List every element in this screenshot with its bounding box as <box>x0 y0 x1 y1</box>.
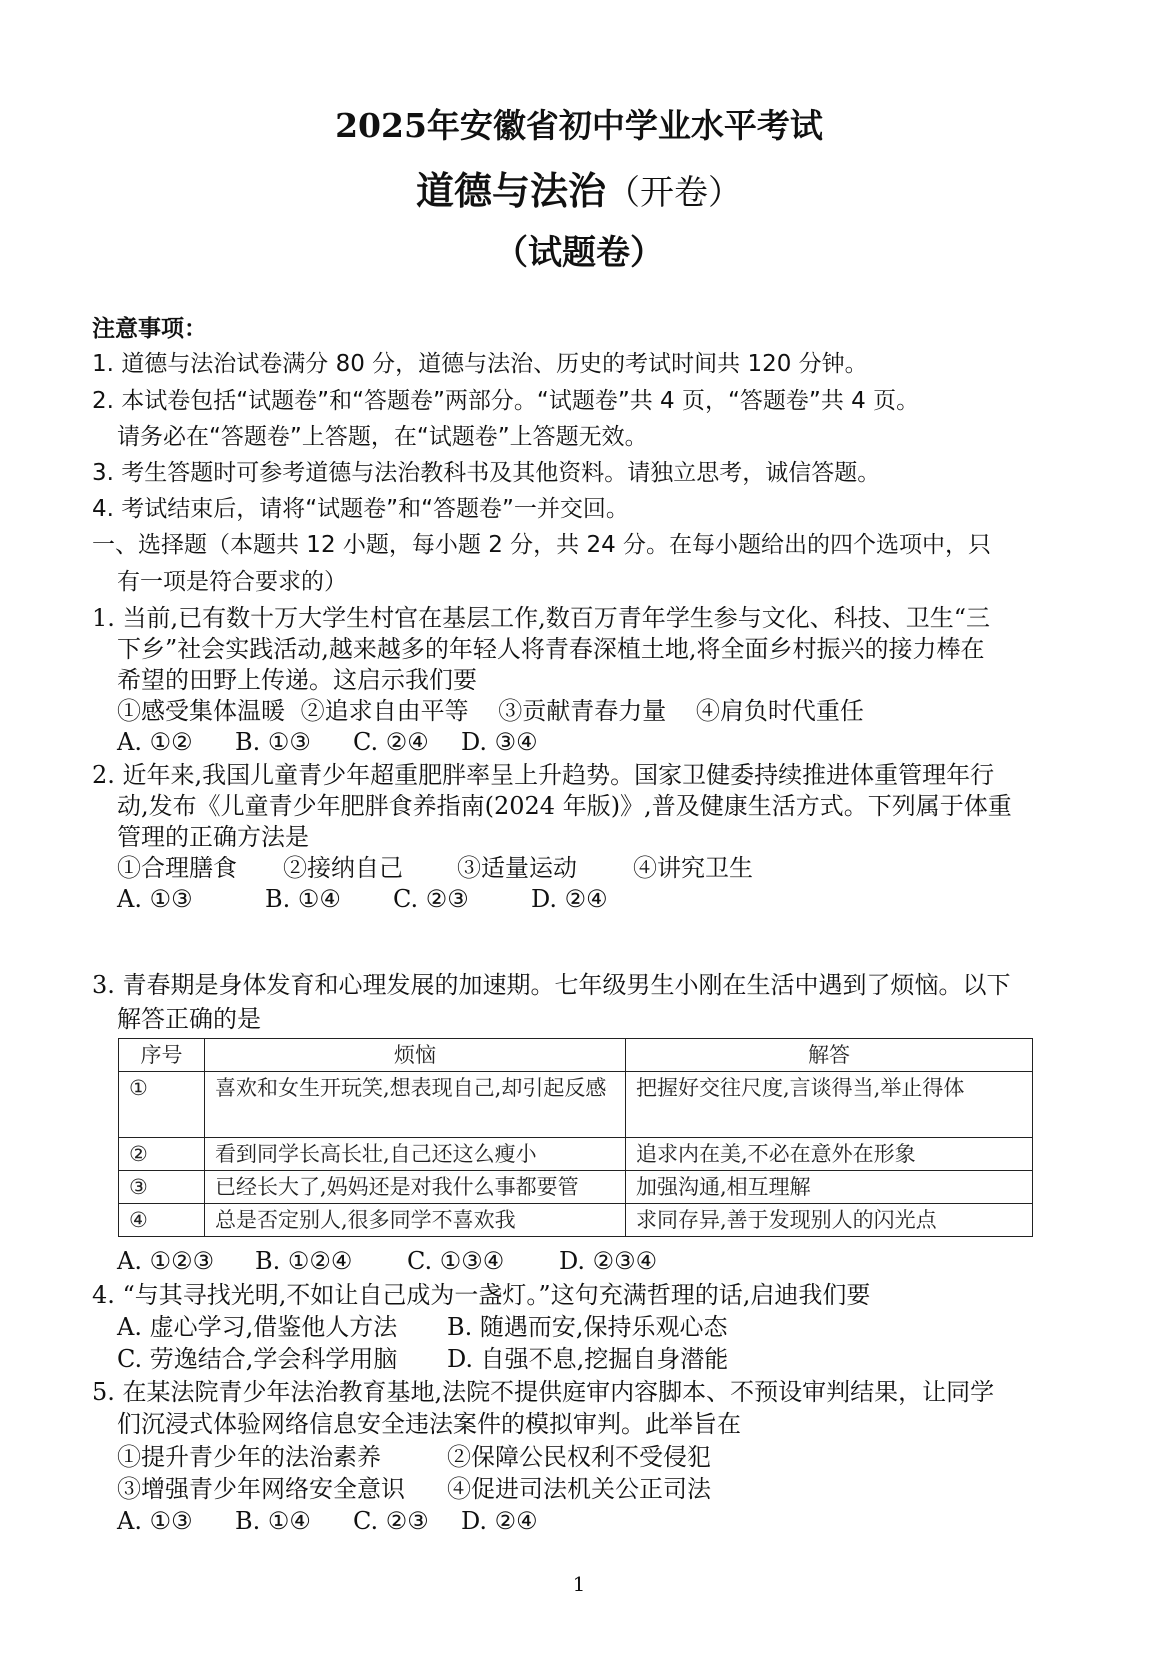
option: D. 自强不息,挖掘自身潜能 <box>447 1345 729 1373</box>
statement: ③贡献青春力量 <box>498 697 667 725</box>
options-line <box>117 1504 538 1538</box>
question-text: 希望的田野上传递。这启示我们要 <box>117 666 477 694</box>
statement: ③适量运动 <box>457 854 577 882</box>
option: D. ②③④ <box>559 1247 658 1275</box>
option: B. ①③ <box>235 728 311 756</box>
options-line <box>117 1244 657 1278</box>
option: C. ②③ <box>353 1507 429 1535</box>
option: A. ①② <box>117 728 193 756</box>
table-cell: 总是否定别人,很多同学不喜欢我 <box>205 1204 626 1237</box>
statement-line <box>117 851 753 885</box>
q3-table <box>118 1038 1033 1237</box>
table-cell: 求同存异,善于发现别人的闪光点 <box>626 1204 1033 1237</box>
table-row <box>119 1072 1033 1138</box>
question-text: 5. 在某法院青少年法治教育基地,法院不提供庭审内容脚本、不预设审判结果，让同学 <box>92 1378 995 1406</box>
option: B. 随遇而安,保持乐观心态 <box>447 1313 728 1341</box>
table-header-row <box>119 1039 1033 1072</box>
options-line <box>117 725 538 759</box>
statement: ①合理膳食 <box>117 854 237 882</box>
table-cell: 喜欢和女生开玩笑,想表现自己,却引起反感 <box>205 1072 626 1138</box>
question-text: 们沉浸式体验网络信息安全违法案件的模拟审判。此举旨在 <box>117 1410 741 1438</box>
section-heading: 有一项是符合要求的） <box>117 569 347 595</box>
table-cell: ③ <box>119 1171 205 1204</box>
table-cell: ② <box>119 1138 205 1171</box>
statement: ④肩负时代重任 <box>695 697 864 725</box>
subject-mode: （开卷） <box>606 173 742 213</box>
option: A. 虚心学习,借鉴他人方法 <box>117 1313 398 1341</box>
statement: ③增强青少年网络安全意识 <box>117 1475 405 1503</box>
table-cell: ④ <box>119 1204 205 1237</box>
question-text: 2. 近年来,我国儿童青少年超重肥胖率呈上升趋势。国家卫健委持续推进体重管理年行 <box>92 761 995 789</box>
option: A. ①③ <box>117 1507 193 1535</box>
option: C. 劳逸结合,学会科学用脑 <box>117 1345 398 1373</box>
table-header: 解答 <box>626 1039 1033 1072</box>
statement: ④讲究卫生 <box>633 854 753 882</box>
option: B. ①④ <box>235 1507 311 1535</box>
option: D. ③④ <box>461 728 538 756</box>
notice-item: 3. 考生答题时可参考道德与法治教科书及其他资料。请独立思考，诚信答题。 <box>92 460 881 486</box>
page-number: 1 <box>572 1572 586 1596</box>
statement: ②追求自由平等 <box>300 697 469 725</box>
options-line <box>117 882 608 916</box>
statement: ①提升青少年的法治素养 <box>117 1443 381 1471</box>
notice-item: 1. 道德与法治试卷满分 80 分，道德与法治、历史的考试时间共 120 分钟。 <box>92 351 868 377</box>
notice-heading: 注意事项： <box>92 316 207 342</box>
section-heading: 一、选择题（本题共 12 小题，每小题 2 分，共 24 分。在每小题给出的四个选项中，只 <box>92 532 992 558</box>
subject-name: 道德与法治 <box>415 168 606 213</box>
question-text: 3. 青春期是身体发育和心理发展的加速期。七年级男生小刚在生活中遇到了烦恼。以下 <box>92 971 1011 999</box>
statement-line <box>117 1472 711 1506</box>
table-cell: ① <box>119 1072 205 1138</box>
statement: ②保障公民权利不受侵犯 <box>447 1443 711 1471</box>
exam-title: 2025年安徽省初中学业水平考试 <box>335 106 823 145</box>
option: C. ②④ <box>353 728 429 756</box>
table-cell: 追求内在美,不必在意外在形象 <box>626 1138 1033 1171</box>
question-text: 解答正确的是 <box>117 1005 261 1033</box>
table-row <box>119 1204 1033 1237</box>
table-cell: 把握好交往尺度,言谈得当,举止得体 <box>626 1072 1033 1138</box>
option: D. ②④ <box>461 1507 538 1535</box>
notice-item: 4. 考试结束后，请将“试题卷”和“答题卷”一并交回。 <box>92 496 629 522</box>
option: B. ①④ <box>265 885 341 913</box>
table-row <box>119 1138 1033 1171</box>
table-row <box>119 1171 1033 1204</box>
options-line <box>117 1342 728 1376</box>
question-text: 动,发布《儿童青少年肥胖食养指南(2024 年版)》,普及健康生活方式。下列属于体重 <box>117 792 1012 820</box>
option: B. ①②④ <box>255 1247 353 1275</box>
question-text: 管理的正确方法是 <box>117 823 309 851</box>
table-cell: 已经长大了,妈妈还是对我什么事都要管 <box>205 1171 626 1204</box>
statement: ②接纳自己 <box>283 854 403 882</box>
paper-type: （试题卷） <box>494 233 664 273</box>
table-cell: 加强沟通,相互理解 <box>626 1171 1033 1204</box>
statement-line <box>117 694 864 728</box>
notice-item: 请务必在“答题卷”上答题，在“试题卷”上答题无效。 <box>117 424 648 450</box>
question-text: 4. “与其寻找光明,不如让自己成为一盏灯。”这句充满哲理的话,启迪我们要 <box>92 1281 871 1309</box>
statement: ①感受集体温暖 <box>117 697 285 725</box>
table-header: 序号 <box>119 1039 205 1072</box>
table-header: 烦恼 <box>205 1039 626 1072</box>
statement-line <box>117 1440 711 1474</box>
statement: ④促进司法机关公正司法 <box>447 1475 711 1503</box>
table-cell: 看到同学长高长壮,自己还这么瘦小 <box>205 1138 626 1171</box>
option: A. ①③ <box>117 885 193 913</box>
options-line <box>117 1310 728 1344</box>
option: C. ①③④ <box>407 1247 505 1275</box>
option: A. ①②③ <box>117 1247 215 1275</box>
question-text: 下乡”社会实践活动,越来越多的年轻人将青春深植土地,将全面乡村振兴的接力棒在 <box>117 635 985 663</box>
notice-item: 2. 本试卷包括“试题卷”和“答题卷”两部分。“试题卷”共 4 页，“答题卷”共 4 页。 <box>92 388 920 414</box>
question-text: 1. 当前,已有数十万大学生村官在基层工作,数百万青年学生参与文化、科技、卫生“三 <box>92 604 991 632</box>
option: D. ②④ <box>531 885 608 913</box>
option: C. ②③ <box>393 885 469 913</box>
subject-title <box>0 160 1158 215</box>
